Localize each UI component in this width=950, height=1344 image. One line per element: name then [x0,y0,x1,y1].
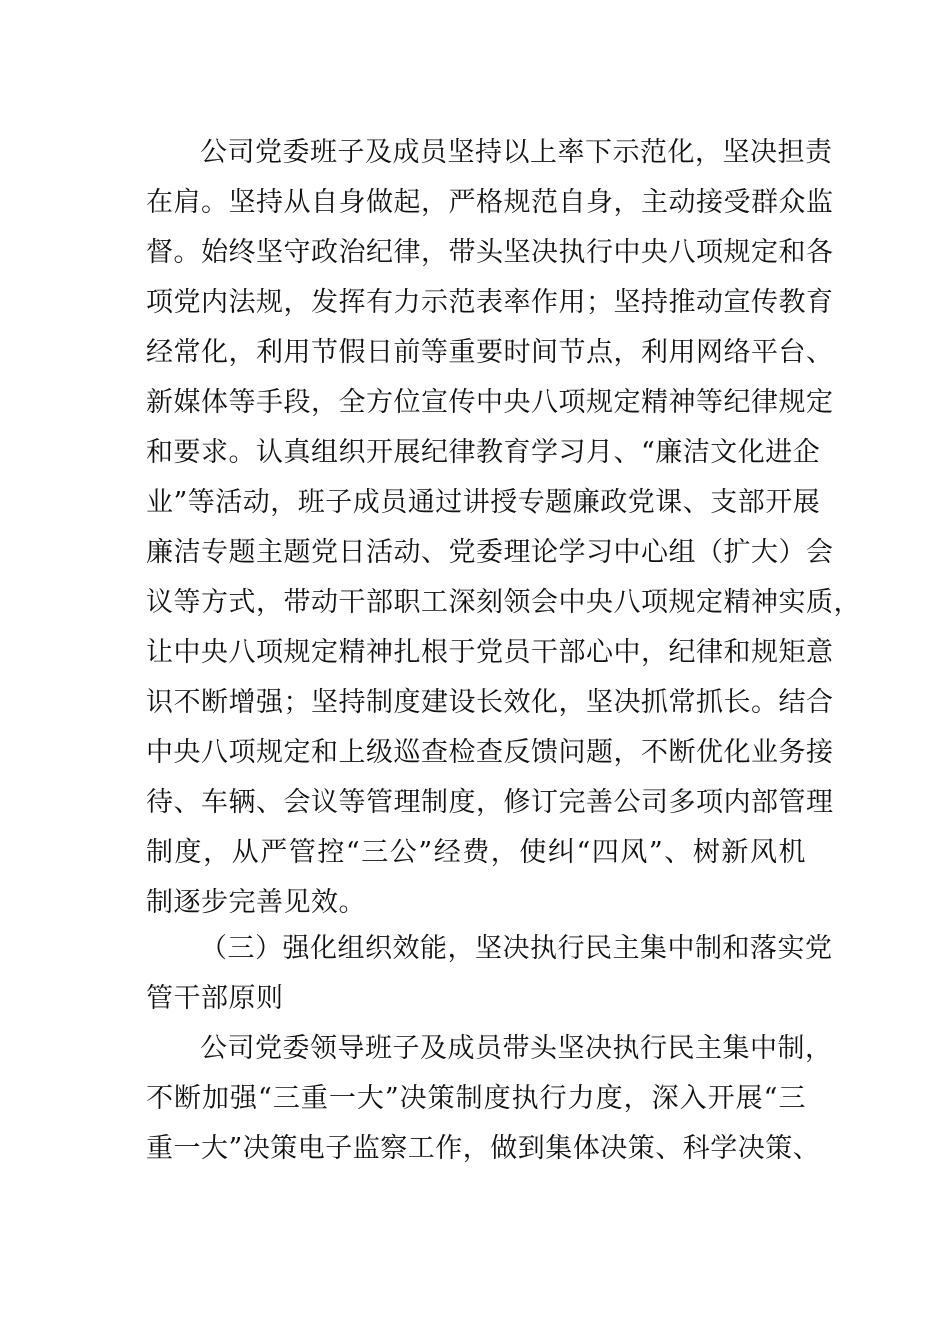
text-line: 业”等活动，班子成员通过讲授专题廉政党课、支部开展 [146,487,821,518]
text-line: 督。始终坚守政治纪律，带头坚决执行中央八项规定和各 [146,237,834,268]
text-line: 识不断增强；坚持制度建设长效化，坚决抓常抓长。结合 [146,687,834,718]
text-line: 待、车辆、会议等管理制度，修订完善公司多项内部管理 [146,787,834,818]
text-line: 和要求。认真组织开展纪律教育学习月、“廉洁文化进企 [146,437,821,468]
text-line: 公司党委领导班子及成员带头坚决执行民主集中制， [200,1033,833,1064]
text-line: 重一大”决策电子监察工作，做到集体决策、科学决策、 [146,1133,821,1164]
text-line: 廉洁专题主题党日活动、党委理论学习中心组（扩大）会 [146,537,834,568]
text-line: 让中央八项规定精神扎根于党员干部心中，纪律和规矩意 [146,637,834,668]
text-line: 经常化，利用节假日前等重要时间节点，利用网络平台、 [146,337,834,368]
heading-line: （三）强化组织效能，坚决执行民主集中制和落实党 [200,933,833,964]
section-heading-three [146,924,833,1024]
heading-line: 管干部原则 [146,983,284,1014]
text-line: 制度，从严管控“三公”经费，使纠“四风”、树新风机 [146,837,806,868]
text-line: 议等方式，带动干部职工深刻领会中央八项规定精神实质， [146,587,861,618]
text-line: 不断加强“三重一大”决策制度执行力度，深入开展“三 [146,1083,806,1114]
text-line: 新媒体等手段，全方位宣传中央八项规定精神等纪律规定 [146,387,834,418]
text-line: 公司党委班子及成员坚持以上率下示范化，坚决担责 [200,137,833,168]
paragraph-central-regulations [146,128,861,928]
text-line: 在肩。坚持从自身做起，严格规范自身，主动接受群众监 [146,187,834,218]
text-line: 项党内法规，发挥有力示范表率作用；坚持推动宣传教育 [146,287,834,318]
text-line: 制逐步完善见效。 [146,887,366,918]
text-line: 中央八项规定和上级巡查检查反馈问题，不断优化业务接 [146,737,834,768]
paragraph-democratic-centralism [146,1024,833,1174]
